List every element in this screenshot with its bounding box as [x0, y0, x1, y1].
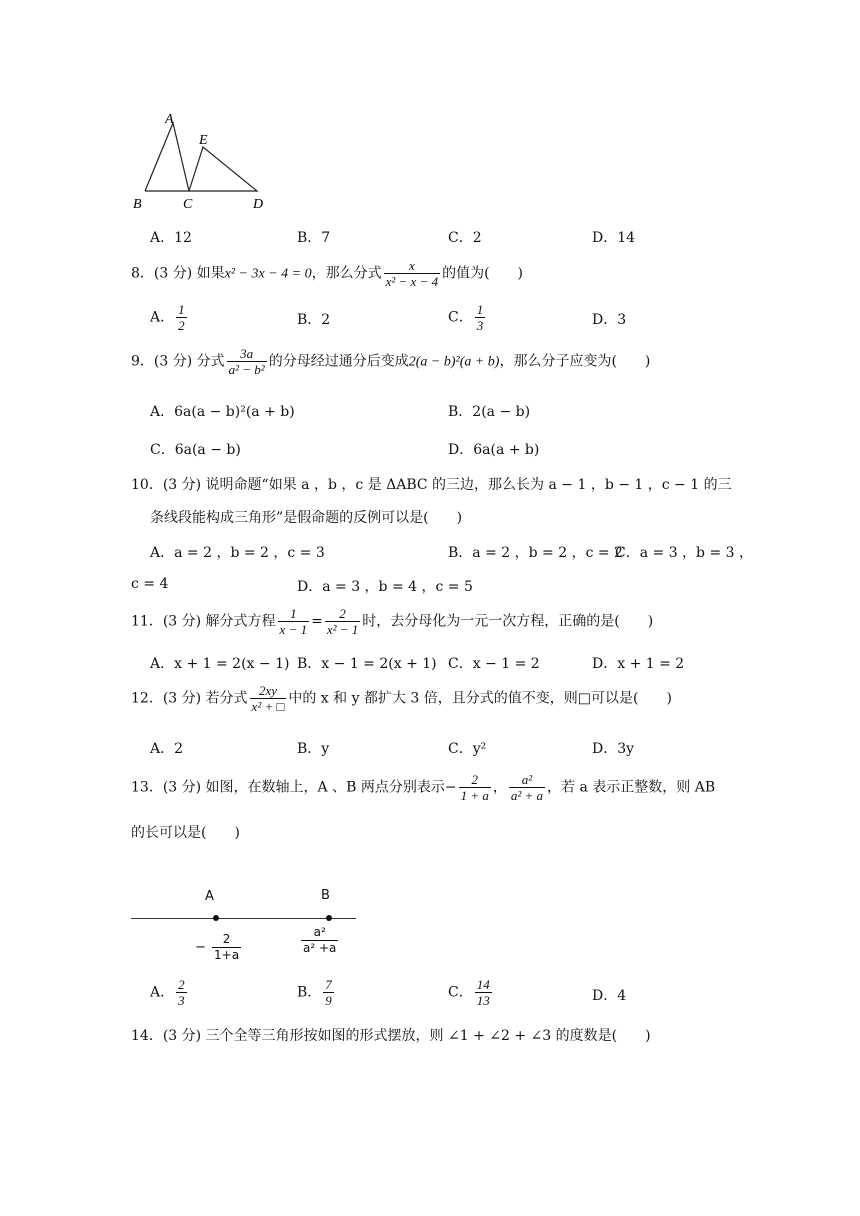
q9-option-a: A．6a(a − b)²(a + b)	[150, 404, 295, 420]
q8-option-c-den: 3	[476, 318, 484, 333]
q9-option-d: D．6a(a + b)	[448, 442, 540, 458]
q13-sep: ，	[492, 779, 507, 796]
label-e: E	[199, 133, 208, 148]
q13-prefix: 13．(3 分) 如图，在数轴上，A 、B 两点分别表示	[131, 779, 445, 796]
q8-option-a-den: 2	[178, 318, 185, 333]
q8-condition: x² − 3x − 4 = 0	[224, 266, 312, 282]
q13-option-a-fraction	[176, 977, 187, 1008]
q10-stem-line1: 10．(3 分) 说明命题“如果 a ，b ，c 是 ΔABC 的三边，那么长为 a − 1 ，b − 1 ，c − 1 的三	[131, 477, 732, 493]
label-d: D	[253, 197, 264, 212]
q10-option-d: D．a = 3 ，b = 4 ，c = 5	[297, 579, 473, 595]
q8-option-b: B．2	[297, 312, 331, 328]
q8-middle: ，那么分式	[311, 265, 382, 282]
label-a: A	[165, 112, 174, 127]
q8-fraction	[384, 258, 440, 289]
number-line-axis	[131, 918, 356, 919]
q8-option-c-label: C．	[448, 309, 473, 326]
q11-equals: =	[311, 613, 323, 630]
q13-option-d: D．4	[592, 988, 627, 1004]
q8-option-a	[150, 302, 189, 333]
q8-frac-den: x² − x − 4	[385, 274, 439, 289]
point-b-dot	[326, 915, 332, 921]
q13-option-b-label: B．	[297, 984, 322, 1001]
q11-f1-num: 1	[290, 606, 297, 621]
q13-option-b-den: 9	[325, 993, 332, 1008]
q8-option-a-fraction	[176, 302, 187, 333]
q12-stem	[131, 683, 672, 714]
q10-option-c-continued: c = 4	[131, 576, 169, 592]
q13-f1-num: 2	[471, 772, 478, 787]
triangle-abc	[145, 123, 189, 191]
q11-stem	[131, 606, 653, 637]
q13-option-a-label: A．	[150, 984, 175, 1001]
triangle-figure	[125, 105, 285, 215]
q12-option-a: A．2	[150, 741, 184, 757]
q11-fraction-right	[325, 606, 360, 637]
q12-frac-num: 2xy	[258, 683, 277, 698]
q8-option-d: D．3	[592, 312, 627, 328]
q13-option-c-fraction	[475, 977, 492, 1008]
q9-frac-num: 3a	[240, 346, 254, 361]
triangle-ced	[189, 147, 257, 191]
q9-option-b: B．2(a − b)	[448, 404, 531, 420]
q9-option-c: C．6a(a − b)	[150, 442, 241, 458]
q13-minus: −	[444, 779, 457, 796]
q13-fraction-a	[459, 772, 491, 803]
q7-option-a: A．12	[150, 230, 192, 246]
q13-f1-den: 1 + a	[460, 788, 489, 803]
q13-option-c	[448, 977, 494, 1008]
q10-option-b: B．a = 2 ，b = 2 ，c = 2	[448, 545, 623, 561]
q13-option-b-fraction	[323, 977, 334, 1008]
q13-stem	[131, 772, 715, 803]
q10-option-a: A．a = 2 ，b = 2 ，c = 3	[150, 545, 325, 561]
q13-option-c-num: 14	[476, 977, 490, 992]
point-b-den: a² +a	[303, 941, 337, 955]
label-c: C	[183, 197, 193, 212]
q8-option-c	[448, 302, 487, 333]
q12-option-d: D．3y	[592, 741, 635, 757]
q9-prefix: 9．(3 分) 分式	[131, 353, 225, 370]
q9-stem	[131, 346, 650, 377]
point-a-sign: −	[195, 940, 206, 955]
point-b-num: a²	[313, 925, 326, 939]
q13-option-c-den: 13	[476, 993, 490, 1008]
q7-option-b: B．7	[297, 230, 331, 246]
q11-option-a: A．x + 1 = 2(x − 1)	[150, 656, 290, 672]
point-a-num: 2	[222, 932, 231, 946]
q8-prefix: 8．(3 分) 如果	[131, 265, 225, 282]
q8-option-a-label: A．	[150, 309, 175, 326]
q12-frac-den: x² + □	[251, 699, 285, 714]
point-a-den: 1+a	[214, 948, 240, 962]
q12-suffix: 中的 x 和 y 都扩大 3 倍，且分式的值不变，则□可以是( )	[288, 690, 672, 707]
q9-expr: 2(a − b)²(a + b)	[408, 354, 500, 370]
q10-option-c: C．a = 3 ，b = 3 ，	[615, 545, 753, 561]
q11-f2-den: x² − 1	[326, 622, 359, 637]
q11-fraction-left	[278, 606, 310, 637]
q11-prefix: 11．(3 分) 解分式方程	[131, 613, 276, 630]
q13-option-b	[297, 977, 336, 1008]
q13-f2-den: a² + a	[510, 788, 544, 803]
number-line-label-a: A	[205, 889, 214, 904]
number-line-label-b: B	[321, 888, 330, 903]
q11-option-c: C．x − 1 = 2	[448, 656, 540, 672]
q13-stem-line2: 的长可以是( )	[131, 825, 240, 841]
label-b: B	[133, 197, 142, 212]
q8-stem	[131, 258, 523, 289]
q7-option-c: C．2	[448, 230, 482, 246]
q11-option-b: B．x − 1 = 2(x + 1)	[297, 656, 437, 672]
q12-fraction	[250, 683, 287, 714]
point-a-value	[195, 932, 243, 963]
q11-option-d: D．x + 1 = 2	[592, 656, 685, 672]
point-a-fraction	[212, 932, 241, 963]
q9-middle: 的分母经过通分后变成	[268, 353, 409, 370]
q8-frac-num: x	[408, 258, 415, 273]
q13-f2-num: a²	[521, 772, 533, 787]
q8-suffix: 的值为( )	[442, 265, 524, 282]
point-b-fraction	[301, 925, 338, 956]
q13-option-a-den: 3	[178, 993, 185, 1008]
q7-option-d: D．14	[592, 230, 636, 246]
point-b-value	[299, 925, 340, 956]
q13-option-b-num: 7	[325, 977, 332, 992]
q10-stem-line2: 条线段能构成三角形”是假命题的反例可以是( )	[150, 510, 463, 526]
q8-option-c-fraction	[475, 302, 486, 333]
q13-fraction-b	[509, 772, 545, 803]
q11-f1-den: x − 1	[279, 622, 308, 637]
point-a-dot	[213, 915, 219, 921]
q12-option-c: C．y²	[448, 741, 487, 757]
q12-prefix: 12．(3 分) 若分式	[131, 690, 248, 707]
q12-option-b: B．y	[297, 741, 330, 757]
q8-option-c-num: 1	[476, 302, 484, 317]
q13-option-a-num: 2	[178, 977, 185, 992]
q9-fraction	[227, 346, 267, 377]
q9-frac-den: a² − b²	[228, 362, 265, 377]
q13-suffix: ，若 a 表示正整数，则 AB	[547, 779, 716, 796]
q11-f2-num: 2	[339, 606, 346, 621]
q13-option-a	[150, 977, 189, 1008]
number-line-figure	[131, 885, 361, 965]
q8-option-a-num: 1	[178, 302, 185, 317]
q14-stem: 14．(3 分) 三个全等三角形按如图的形式摆放，则 ∠1 + ∠2 + ∠3 的度数是( )	[131, 1028, 651, 1044]
q13-option-c-label: C．	[448, 984, 473, 1001]
q9-suffix: ，那么分子应变为( )	[499, 353, 651, 370]
q11-suffix: 时，去分母化为一元一次方程，正确的是( )	[362, 613, 654, 630]
